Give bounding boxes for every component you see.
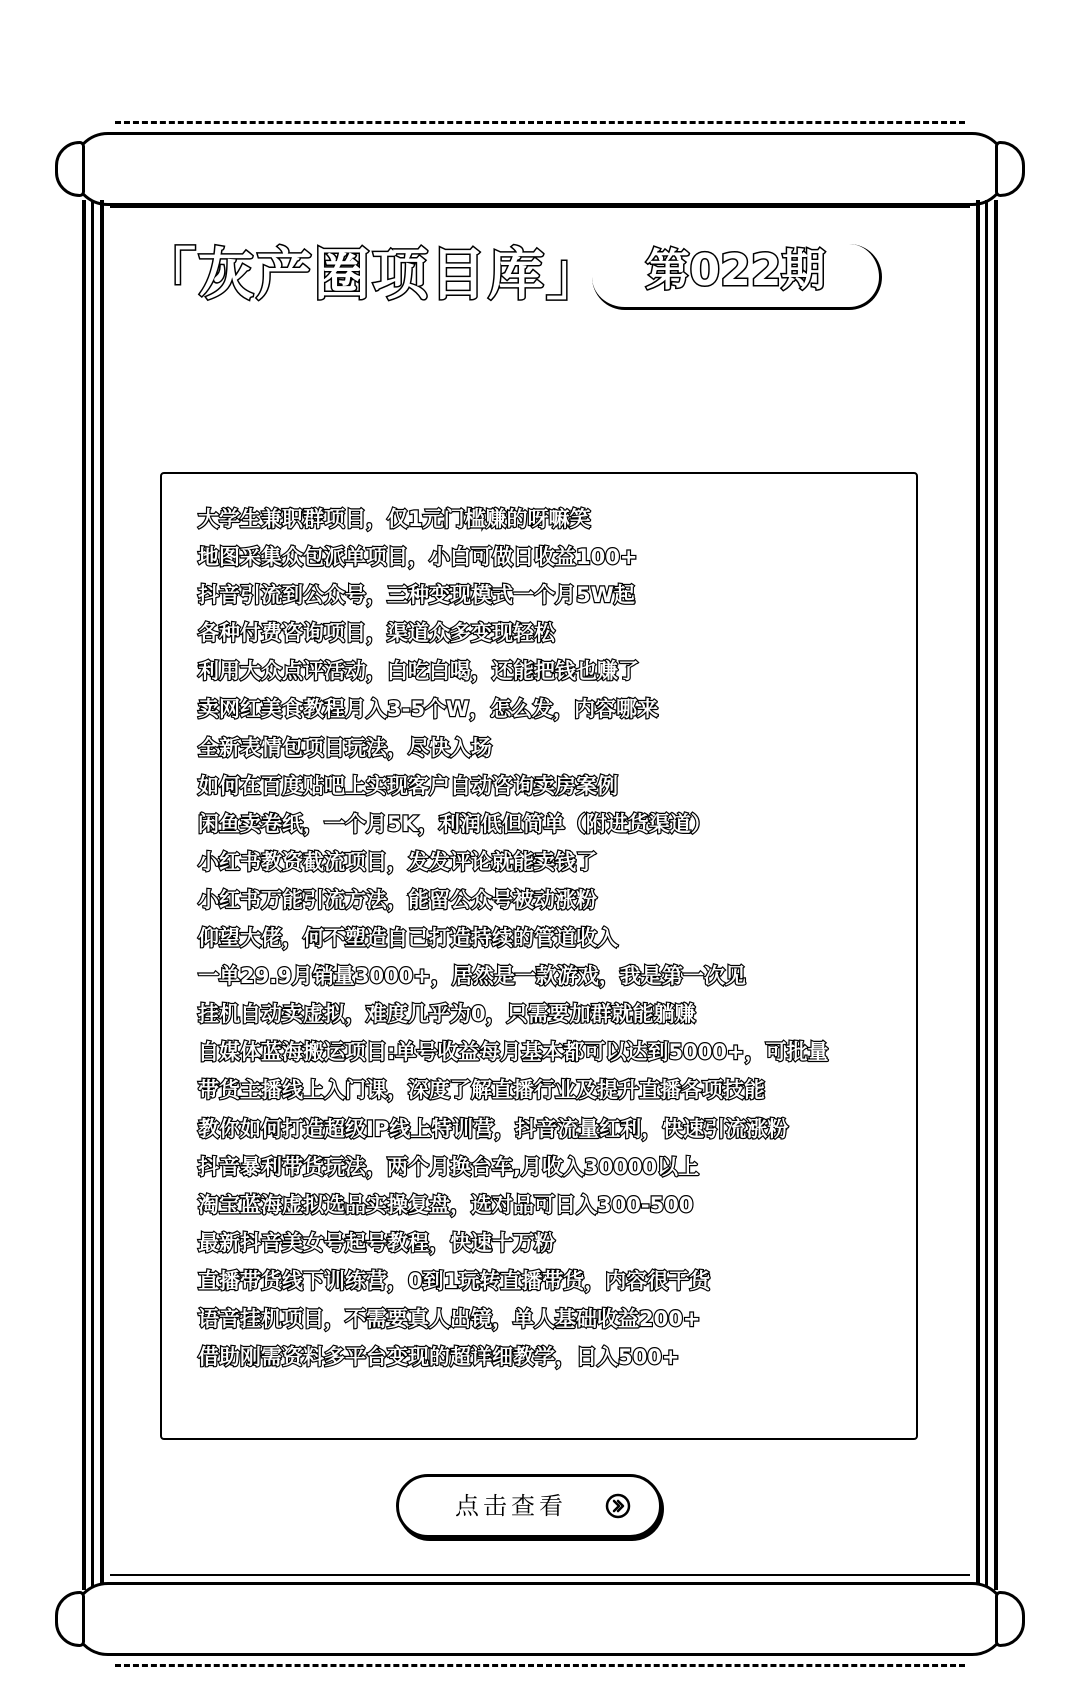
issue-label: 第022期 (645, 245, 826, 296)
list-item: 各种付费咨询项目，渠道众多变现轻松 (198, 621, 555, 646)
side-rail-right (976, 200, 998, 1590)
list-item: 闲鱼卖卷纸，一个月5K，利润低但简单（附进货渠道） (198, 811, 712, 836)
list-item: 利用大众点评活动，白吃白喝，还能把钱也赚了 (198, 659, 639, 684)
list-item: 淘宝蓝海虚拟选品实操复盘，选对品可日入300-500 (198, 1192, 694, 1217)
scroll-rod-top (72, 132, 1008, 206)
list-item: 借助刚需资料多平台变现的超详细教学，日入500+ (198, 1345, 680, 1370)
project-list-box (160, 472, 918, 1440)
issue-badge (592, 244, 882, 310)
list-item: 教你如何打造超级IP线上特训营，抖音流量红利，快速引流涨粉 (198, 1116, 789, 1141)
view-details-button[interactable] (396, 1474, 662, 1538)
list-item: 一单29.9月销量3000+，居然是一款游戏，我是第一次见 (198, 964, 746, 989)
list-item: 最新抖音美女号起号教程，快速十万粉 (198, 1230, 555, 1255)
list-item: 抖音暴利带货玩法，两个月换台车,月收入30000以上 (198, 1154, 700, 1179)
page-title: 「灰产圈项目库」 (140, 243, 604, 308)
list-item: 带货主播线上入门课，深度了解直播行业及提升直播各项技能 (198, 1078, 765, 1103)
rod-cap-bottom-left (55, 1591, 85, 1647)
list-item: 大学生兼职群项目，仅1元门槛赚的呀嘛笑 (198, 507, 591, 531)
list-item: 小红书万能引流方法，能留公众号被动涨粉 (198, 887, 597, 912)
rod-cap-top-left (55, 141, 85, 197)
list-item: 语音挂机项目，不需要真人出镜，单人基础收益200+ (198, 1306, 701, 1331)
title-row (140, 236, 900, 316)
side-rail-left (82, 200, 104, 1590)
list-item: 地图采集众包派单项目，小白可做日收益100+ (198, 545, 638, 570)
list-item: 如何在百度贴吧上实现客户自动咨询卖房案例 (198, 773, 618, 798)
rod-dash-top (115, 121, 965, 124)
list-item: 仰望大佬，何不塑造自己打造持续的管道收入 (198, 926, 618, 951)
list-item: 卖网红美食教程月入3-5个W，怎么发，内容哪来 (198, 697, 659, 722)
rod-dash-bottom (115, 1664, 965, 1667)
list-item: 全新表情包项目玩法，尽快入场 (198, 735, 492, 760)
list-item: 直播带货线下训练营，0到1玩转直播带货，内容很干货 (198, 1268, 711, 1293)
list-item: 自媒体蓝海搬运项目:单号收益每月基本都可以达到5000+，可批量 (198, 1040, 829, 1065)
view-details-label: 点击查看 (455, 1492, 567, 1520)
arrow-circle-icon (605, 1493, 631, 1519)
project-list (198, 500, 898, 1376)
rod-cap-top-right (995, 141, 1025, 197)
list-item: 抖音引流到公众号，三种变现模式一个月5W起 (198, 583, 635, 608)
rod-cap-bottom-right (995, 1591, 1025, 1647)
scroll-rod-bottom (72, 1582, 1008, 1656)
list-item: 挂机自动卖虚拟，难度几乎为0，只需要加群就能躺赚 (198, 1002, 696, 1027)
list-item: 小红书教资截流项目，发发评论就能卖钱了 (198, 849, 597, 874)
